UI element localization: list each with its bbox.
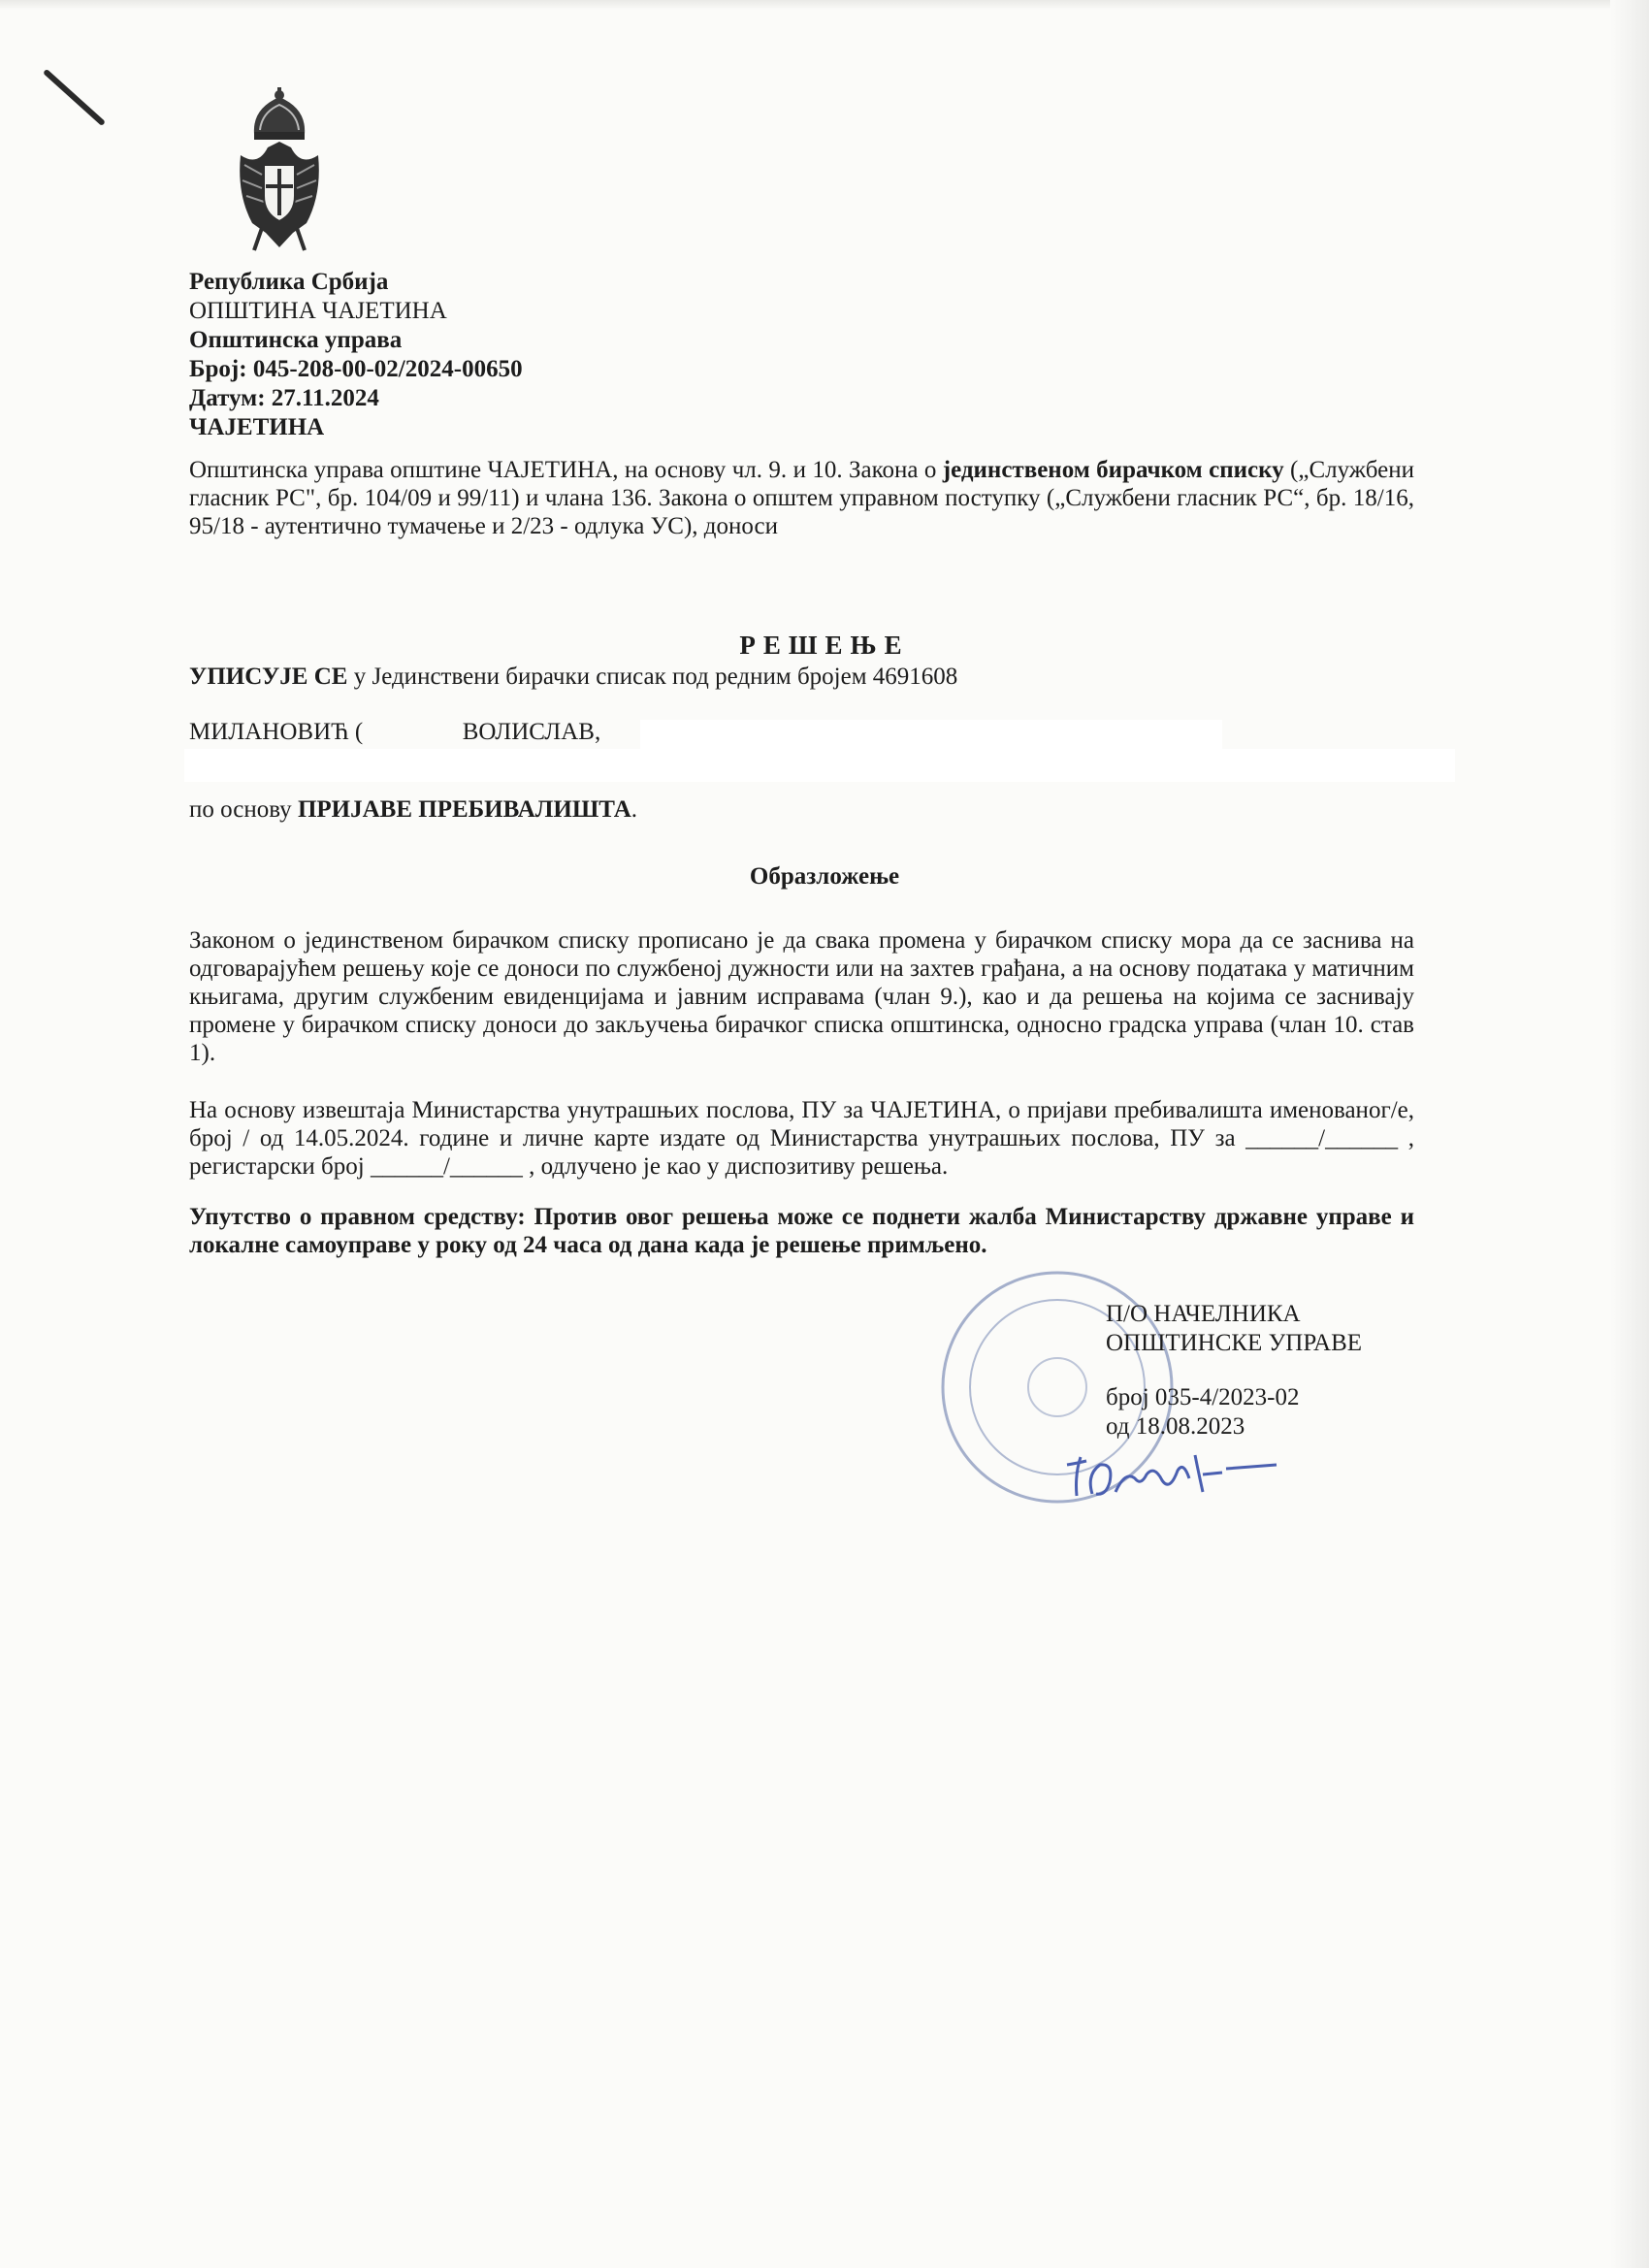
- decision-text: у Јединствени бирачки списак под редним бројем 4691608: [347, 664, 958, 690]
- republic-label: Република Србија: [189, 269, 389, 295]
- decision-bold: УПИСУЈЕ СЕ: [189, 664, 348, 690]
- signatory-line-2: ОПШТИНСКЕ УПРАВЕ: [1106, 1330, 1363, 1356]
- city-label: ЧАЈЕТИНА: [189, 414, 325, 440]
- person-surname: МИЛАНОВИЋ (: [189, 719, 364, 745]
- redaction-block-2: [184, 749, 1455, 782]
- document-date: Датум: 27.11.2024: [189, 385, 379, 411]
- signatory-authorization-number: број 035-4/2023-02: [1106, 1384, 1300, 1410]
- signatory-line-1: П/О НАЧЕЛНИКА: [1106, 1301, 1301, 1327]
- decision-line: [189, 663, 957, 692]
- basis-bold: ПРИЈАВЕ ПРЕБИВАЛИШТА: [297, 796, 631, 823]
- scan-top-edge: [0, 0, 1649, 10]
- reasoning-paragraph-2: На основу извештаја Министарства унутрашњих послова, ПУ за ЧАЈЕТИНА, о пријави пребивалишта именованог/е, број / од 14.05.2024. године и личне карте издате од Министарства унутрашњих послова, ПУ за ______/______ , регистарски број ______/______ , одлучено је као у диспозитиву решења.: [189, 1097, 1414, 1180]
- signature-block: [1106, 1300, 1362, 1442]
- legal-remedy-text: Против овог решења може се поднети жалба Министарству државне управе и локалне самоуправе у року од 24 часа од дана када је решење примљено.: [189, 1204, 1414, 1258]
- basis-line: [189, 795, 637, 825]
- legal-remedy-bold: Упутство о правном средству:: [189, 1204, 526, 1230]
- decision-title: РЕШЕЊЕ: [739, 631, 910, 660]
- preamble-text-2: („Службени гласник РС", бр. 104/09 и 99/11) и члана 136. Закона о општем управном поступку („Службени гласник РС“, бр. 18/16, 95/18 - аутентично тумачење и 2/23 - одлука УС), доноси: [189, 457, 1414, 539]
- coat-of-arms-icon: [233, 87, 326, 252]
- person-line: [189, 718, 600, 747]
- reasoning-paragraph-1: Законом о јединственом бирачком списку прописано је да свака промена у бирачком списку мора да се заснива на одговарајућем решењу које се доноси по службеној дужности или на захтев грађана, а на основу података у матичним књигама, другим службеним евиденцијама и јавним исправама (члан 9.), као и да решења на којима се заснивају промене у бирачком списку доноси до закључења бирачког списка општинска, односно градска управа (члан 10. став 1).: [189, 927, 1414, 1066]
- document-number: Број: 045-208-00-02/2024-00650: [189, 356, 523, 382]
- person-name: ВОЛИСЛАВ,: [462, 719, 601, 745]
- signatory-authorization-date: од 18.08.2023: [1106, 1413, 1245, 1440]
- scan-right-edge: [1610, 0, 1649, 2268]
- basis-suffix: .: [630, 796, 638, 823]
- basis-prefix: по основу: [189, 796, 298, 823]
- administration-label: Општинска управа: [189, 327, 403, 353]
- document-header: [189, 268, 523, 442]
- preamble-text-1: Општинска управа општине ЧАЈЕТИНА, на основу чл. 9. и 10. Закона о: [189, 457, 943, 483]
- reasoning-title: Образложење: [749, 863, 900, 890]
- legal-remedy-paragraph: [189, 1203, 1414, 1259]
- municipality-label: ОПШТИНА ЧАЈЕТИНА: [189, 298, 447, 324]
- pen-mark: [43, 69, 106, 126]
- preamble-bold: јединственом бирачком списку: [942, 457, 1284, 483]
- handwritten-signature-icon: [1057, 1436, 1280, 1513]
- preamble-paragraph: [189, 456, 1414, 540]
